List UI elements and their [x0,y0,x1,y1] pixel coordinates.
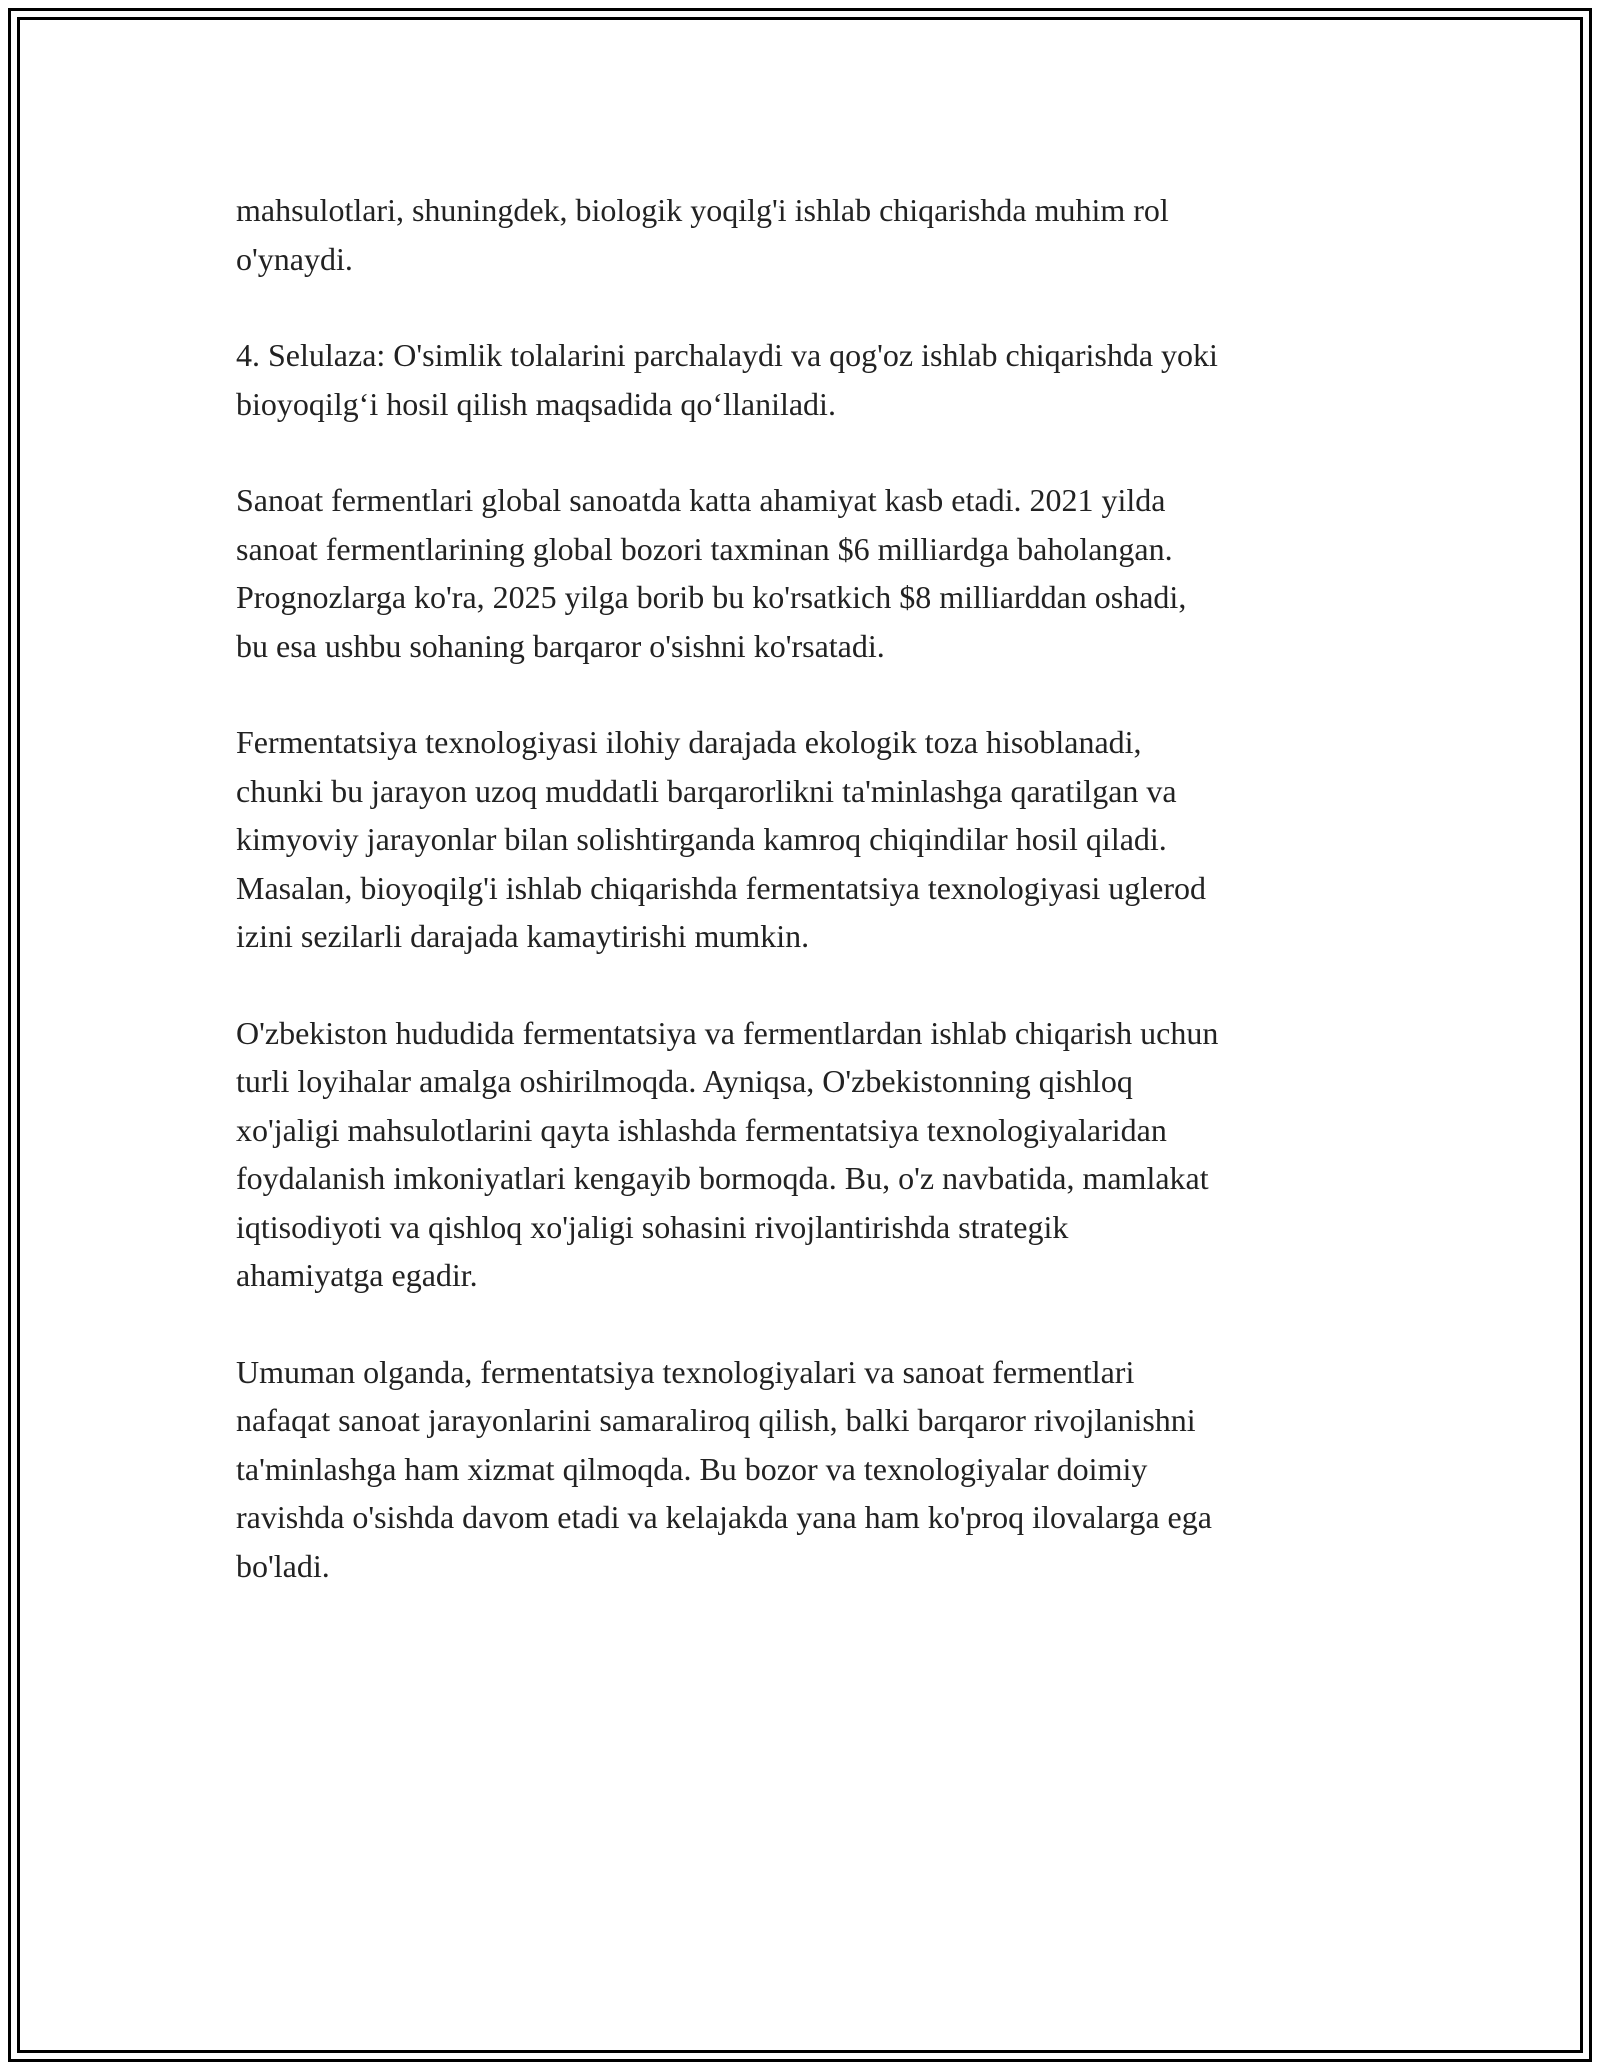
text-line: o'ynaydi. [236,240,353,277]
text-line: bo'ladi. [236,1547,330,1584]
text-line: turli loyihalar amalga oshirilmoqda. Ayniqsa, O'zbekistonning qishloq [236,1063,1133,1099]
text-line: Sanoat fermentlari global sanoatda katta ahamiyat kasb etadi. 2021 yilda [236,482,1166,518]
text-line: mahsulotlari, shuningdek, biologik yoqilg'i ishlab chiqarishda muhim rol [236,192,1169,228]
document-body [236,186,1366,1638]
text-line: bu esa ushbu sohaning barqaror o'sishni ko'rsatadi. [236,627,885,664]
text-line: O'zbekiston hududida fermentatsiya va fermentlardan ishlab chiqarish uchun [236,1014,1219,1051]
text-line: iqtisodiyoti va qishloq xo'jaligi sohasini rivojlantirishda strategik [236,1208,1069,1245]
text-line: ahamiyatga egadir. [236,1257,478,1293]
text-line: Fermentatsiya texnologiyasi ilohiy darajada ekologik toza hisoblanadi, [236,724,1142,760]
text-line: 4. Selulaza: O'simlik tolalarini parchalaydi va qog'oz ishlab chiqarishda yoki [236,337,1218,373]
paragraph-market [236,476,1366,670]
text-line: nafaqat sanoat jarayonlarini samaraliroq qilish, balki barqaror rivojlanishni [236,1402,1196,1438]
text-line: ravishda o'sishda davom etadi va kelajakda yana ham ko'proq ilovalarga ega [236,1499,1212,1535]
text-line: foydalanish imkoniyatlari kengayib bormoqda. Bu, o'z navbatida, mamlakat [236,1160,1209,1196]
paragraph-conclusion [236,1348,1366,1591]
text-line: bioyoqilg‘i hosil qilish maqsadida qo‘llaniladi. [236,385,836,422]
paragraph-cellulase [236,331,1366,428]
paragraph-ecology [236,718,1366,961]
text-line: izini sezilarli darajada kamaytirishi mumkin. [236,918,810,954]
text-line: Prognozlarga ko'ra, 2025 yilga borib bu ko'rsatkich $8 milliarddan oshadi, [236,579,1187,615]
text-line: xo'jaligi mahsulotlarini qayta ishlashda fermentatsiya texnologiyalaridan [236,1111,1167,1148]
paragraph-uzbekistan [236,1009,1366,1300]
text-line: sanoat fermentlarining global bozori taxminan $6 milliardga baholangan. [236,530,1173,567]
text-line: kimyoviy jarayonlar bilan solishtirganda kamroq chiqindilar hosil qiladi. [236,821,1167,857]
text-line: chunki bu jarayon uzoq muddatli barqarorlikni ta'minlashga qaratilgan va [236,772,1177,809]
text-line: Umuman olganda, fermentatsiya texnologiyalari va sanoat fermentlari [236,1353,1135,1390]
text-line: Masalan, bioyoqilg'i ishlab chiqarishda fermentatsiya texnologiyasi uglerod [236,869,1206,906]
paragraph-biofuel-continuation [236,186,1366,283]
text-line: ta'minlashga ham xizmat qilmoqda. Bu bozor va texnologiyalar doimiy [236,1450,1148,1487]
